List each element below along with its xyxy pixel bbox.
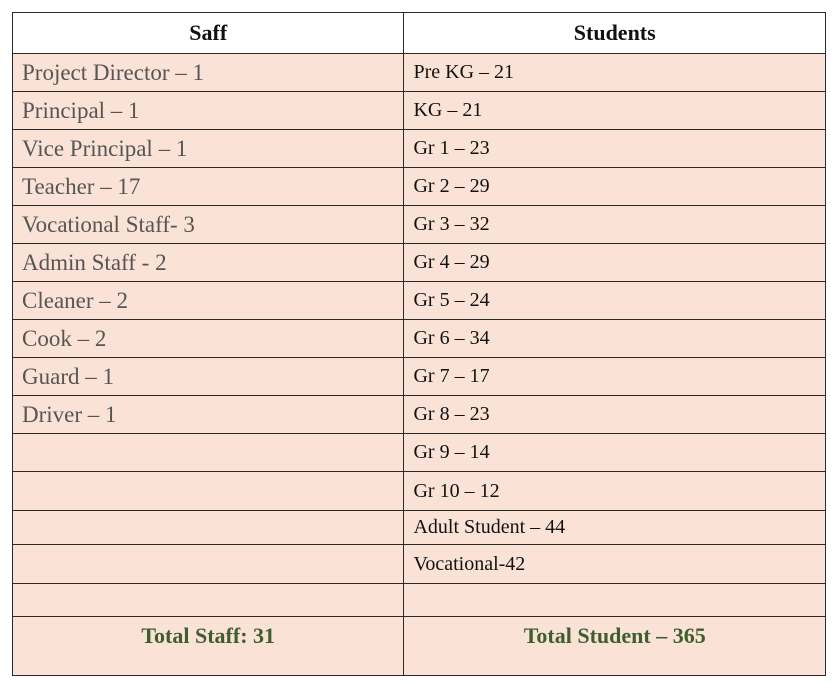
table-row: [13, 92, 826, 130]
staff-cell: Principal – 1: [13, 92, 404, 130]
totals-row: [13, 617, 826, 676]
staff-header: Saff: [13, 13, 404, 54]
table-row: [13, 511, 826, 545]
total-staff: Total Staff: 31: [13, 617, 404, 676]
staff-cell: Vocational Staff- 3: [13, 206, 404, 244]
staff-cell: [13, 511, 404, 545]
header-row: [13, 13, 826, 54]
table-row: [13, 54, 826, 92]
student-cell: [404, 584, 826, 617]
staff-cell: Cleaner – 2: [13, 282, 404, 320]
table-row: [13, 282, 826, 320]
staff-cell: [13, 584, 404, 617]
table-row: [13, 545, 826, 584]
staff-students-table: [12, 12, 826, 676]
staff-cell: [13, 434, 404, 472]
students-header: Students: [404, 13, 826, 54]
student-cell: KG – 21: [404, 92, 826, 130]
table-row: [13, 130, 826, 168]
staff-cell: Vice Principal – 1: [13, 130, 404, 168]
staff-cell: [13, 472, 404, 511]
staff-cell: Guard – 1: [13, 358, 404, 396]
staff-cell: Teacher – 17: [13, 168, 404, 206]
student-cell: Vocational-42: [404, 545, 826, 584]
student-cell: Gr 1 – 23: [404, 130, 826, 168]
staff-cell: Project Director – 1: [13, 54, 404, 92]
student-cell: Gr 10 – 12: [404, 472, 826, 511]
student-cell: Gr 9 – 14: [404, 434, 826, 472]
staff-cell: Cook – 2: [13, 320, 404, 358]
staff-cell: Admin Staff - 2: [13, 244, 404, 282]
table-row: [13, 206, 826, 244]
table-row: [13, 472, 826, 511]
total-students: Total Student – 365: [404, 617, 826, 676]
student-cell: Gr 3 – 32: [404, 206, 826, 244]
student-cell: Gr 2 – 29: [404, 168, 826, 206]
staff-cell: [13, 545, 404, 584]
table-row: [13, 434, 826, 472]
student-cell: Gr 4 – 29: [404, 244, 826, 282]
table-row: [13, 584, 826, 617]
table-body: [13, 54, 826, 617]
student-cell: Gr 7 – 17: [404, 358, 826, 396]
table-row: [13, 168, 826, 206]
student-cell: Gr 6 – 34: [404, 320, 826, 358]
student-cell: Pre KG – 21: [404, 54, 826, 92]
staff-cell: Driver – 1: [13, 396, 404, 434]
student-cell: Gr 5 – 24: [404, 282, 826, 320]
table-row: [13, 244, 826, 282]
table-row: [13, 396, 826, 434]
student-cell: Adult Student – 44: [404, 511, 826, 545]
table-row: [13, 358, 826, 396]
student-cell: Gr 8 – 23: [404, 396, 826, 434]
table-row: [13, 320, 826, 358]
